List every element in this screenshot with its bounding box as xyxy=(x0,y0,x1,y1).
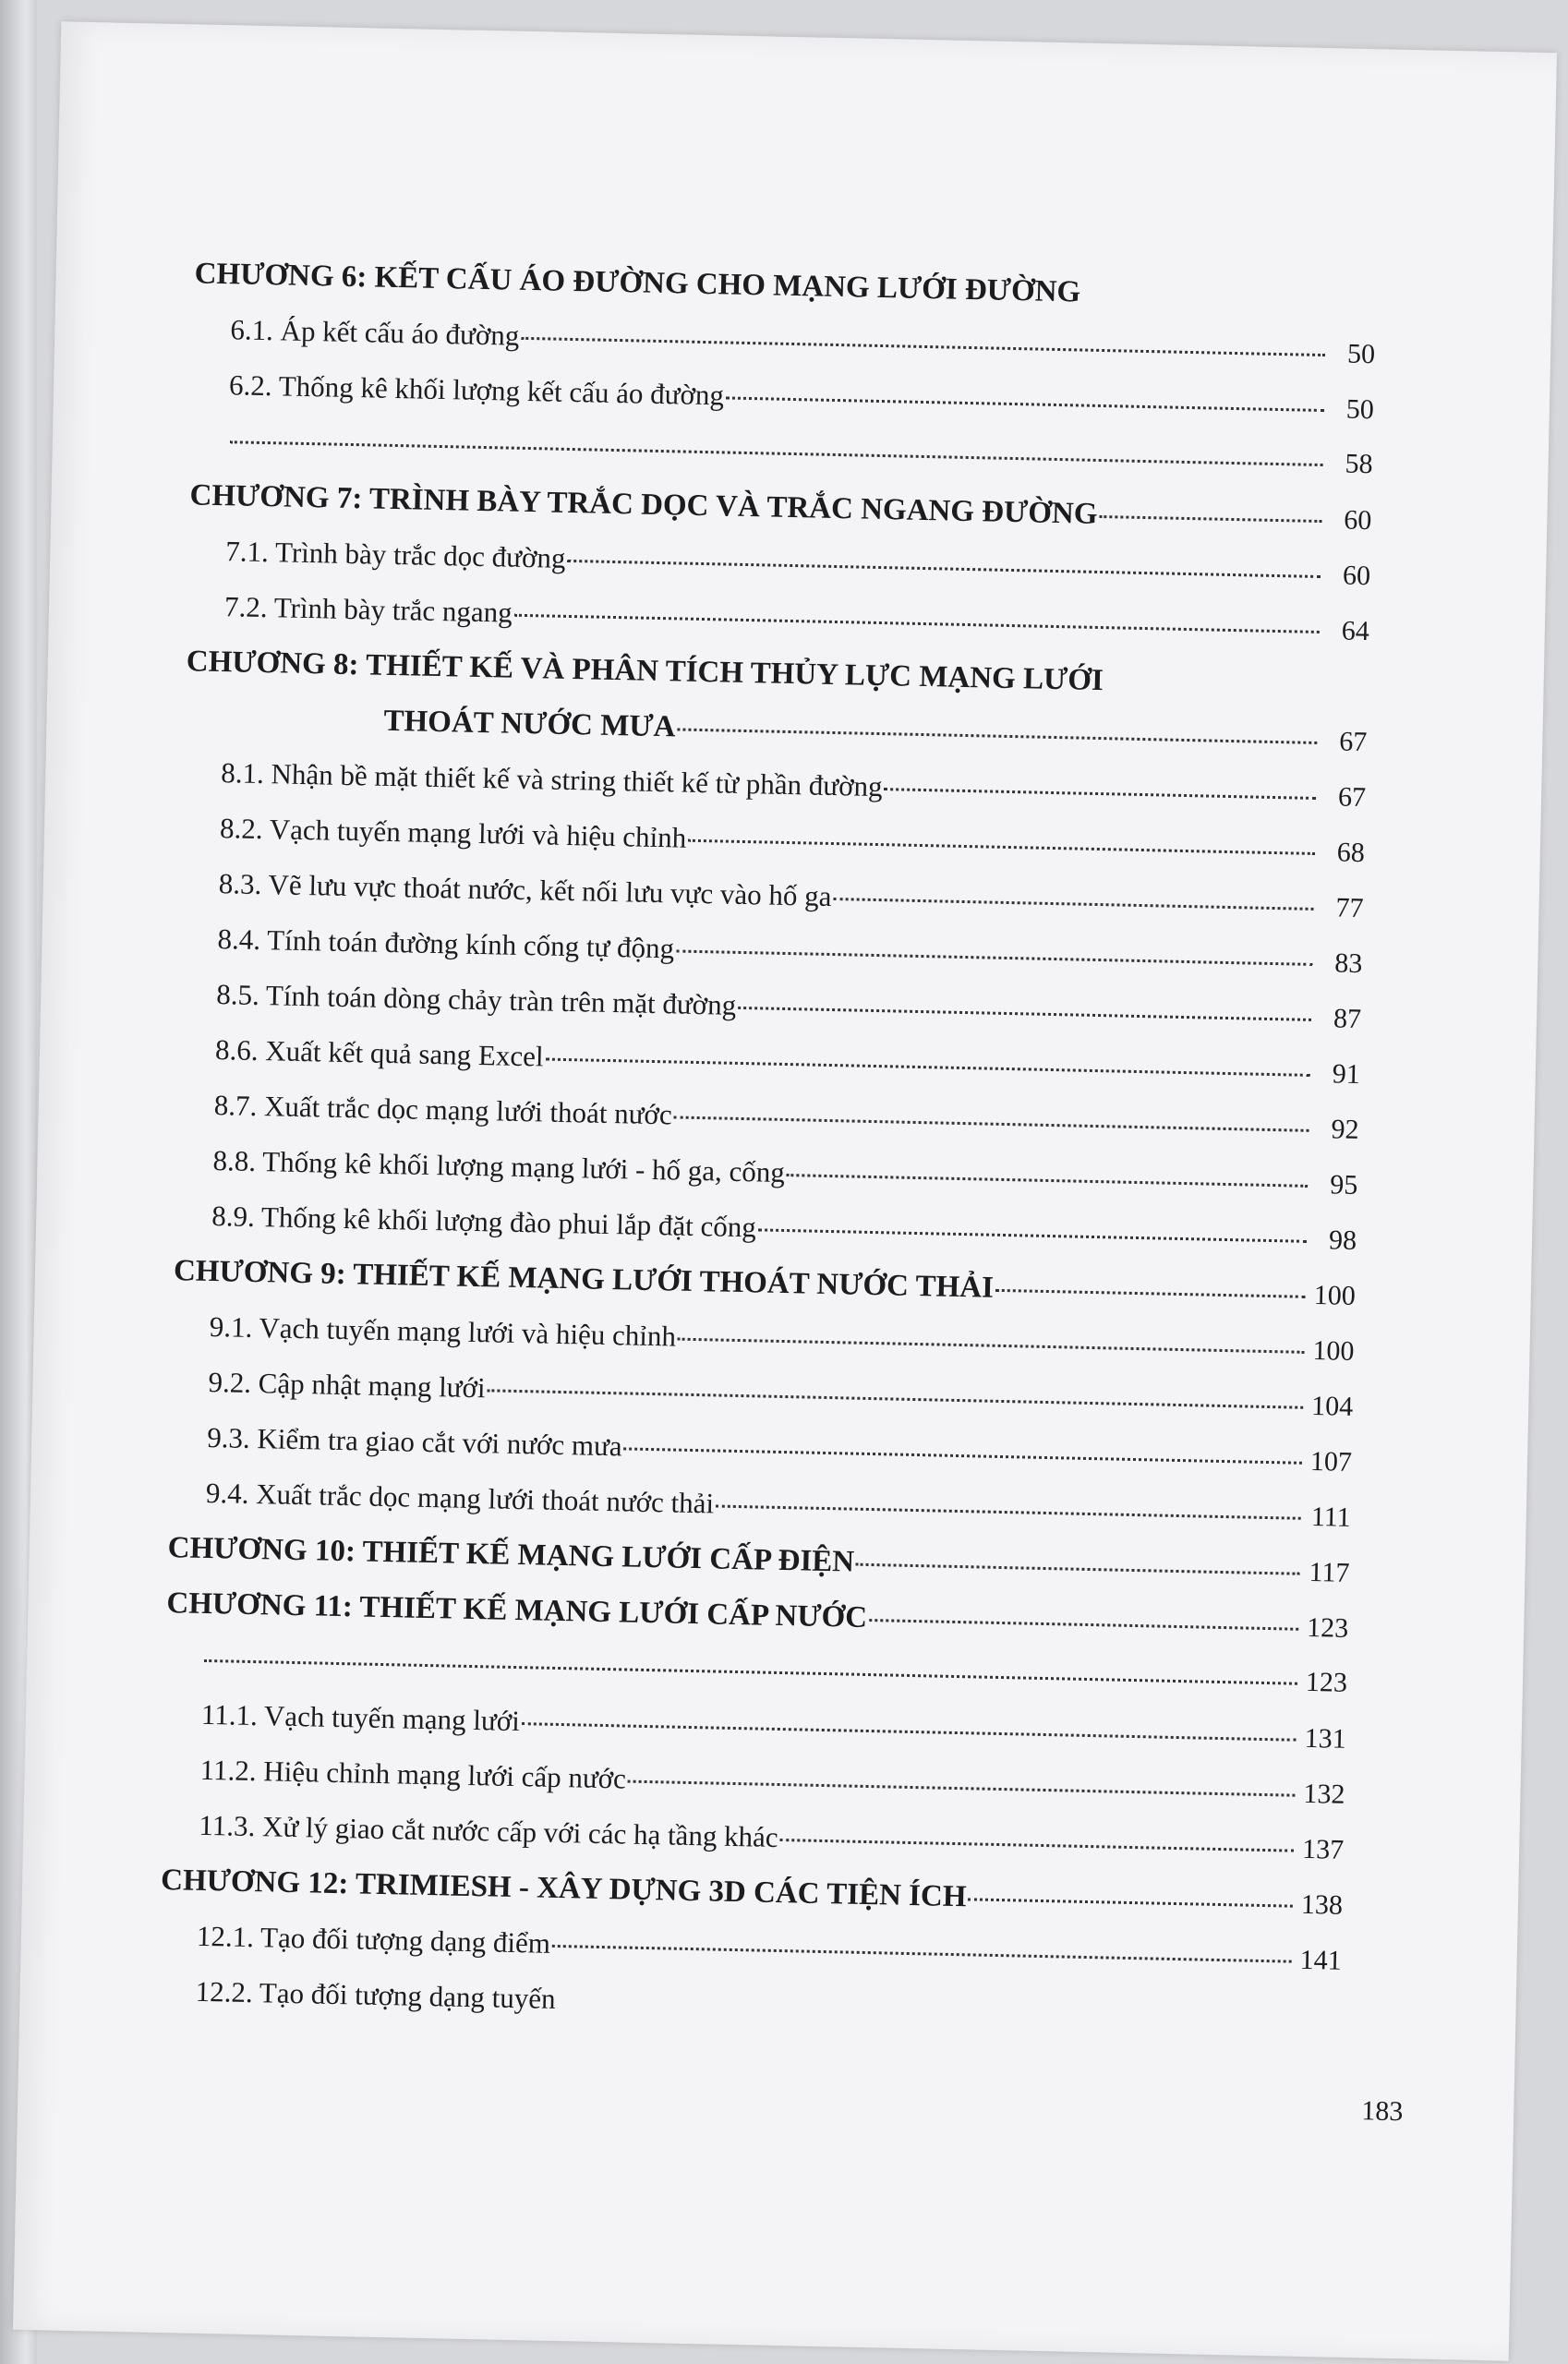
toc-dot-leader xyxy=(869,1619,1298,1631)
toc-dot-leader xyxy=(567,560,1321,578)
toc-entry-page-number: 91 xyxy=(1332,1058,1361,1091)
toc-entry-title: CHƯƠNG 10: THIẾT KẾ MẠNG LƯỚI CẤP ĐIỆN xyxy=(167,1531,855,1579)
toc-dot-leader xyxy=(758,1228,1307,1242)
toc-dot-leader xyxy=(677,728,1317,744)
toc-entry-page-number: 77 xyxy=(1335,892,1364,924)
toc-dot-leader xyxy=(968,1898,1293,1907)
toc-entry-page-number: 137 xyxy=(1301,1833,1345,1865)
toc-entry-page-number: 83 xyxy=(1333,947,1363,980)
toc-entry-title: 9.2. Cập nhật mạng lưới xyxy=(208,1365,486,1405)
toc-entry-page-number: 50 xyxy=(1345,393,1375,426)
toc-dot-leader xyxy=(833,898,1313,911)
toc-entry-title: 9.4. Xuất trắc dọc mạng lưới thoát nước thải xyxy=(205,1476,715,1520)
toc-dot-leader xyxy=(676,949,1312,965)
toc-dot-leader xyxy=(487,1389,1303,1409)
toc-entry-title: THOÁT NƯỚC MƯA xyxy=(383,704,676,744)
toc-entry-page-number: 111 xyxy=(1310,1502,1352,1533)
toc-entry-page-number: 64 xyxy=(1341,615,1370,647)
toc-entry-title: 11.1. Vạch tuyến mạng lưới xyxy=(200,1697,521,1738)
toc-entry-title: 6.1. Áp kết cấu áo đường xyxy=(230,313,520,352)
toc-entry-page-number: 141 xyxy=(1299,1944,1343,1976)
toc-entry-title: CHƯƠNG 12: TRIMIESH - XÂY DỰNG 3D CÁC TIỆN ÍCH xyxy=(160,1863,967,1914)
toc-entry-title: 12.1. Tạo đối tượng dạng điểm xyxy=(196,1919,551,1960)
toc-entry-title: 8.8. Thống kê khối lượng mạng lưới - hố ga, cống xyxy=(212,1144,786,1188)
toc-entry-page-number: 123 xyxy=(1306,1611,1349,1644)
toc-dot-leader xyxy=(522,1722,1297,1742)
toc-entry-title: 8.5. Tính toán dòng chảy tràn trên mặt đường xyxy=(215,978,737,1021)
toc-entry-title: CHƯƠNG 9: THIẾT KẾ MẠNG LƯỚI THOÁT NƯỚC THẢI xyxy=(173,1254,995,1305)
toc-entry-page-number: 100 xyxy=(1312,1335,1355,1367)
toc-entry-title: 7.2. Trình bày trắc ngang xyxy=(223,590,513,629)
toc-entry-page-number: 67 xyxy=(1337,781,1367,814)
toc-dot-leader xyxy=(1099,515,1321,523)
toc-dot-leader xyxy=(557,2003,1290,2019)
toc-entry-title: 12.2. Tạo đối tượng dạng tuyến xyxy=(195,1974,556,2015)
toc-entry-page-number: 87 xyxy=(1333,1003,1362,1035)
toc-entry-page-number: 68 xyxy=(1336,837,1366,869)
toc-entry-title: 11.2. Hiệu chỉnh mạng lưới cấp nước xyxy=(199,1753,627,1795)
toc-dot-leader xyxy=(738,1007,1311,1021)
toc-entry-title: 8.4. Tính toán đường kính cống tự động xyxy=(217,923,675,965)
toc-entry-page-number: 138 xyxy=(1300,1888,1344,1921)
toc-entry-title: 9.3. Kiểm tra giao cắt với nước mưa xyxy=(206,1420,623,1463)
toc-dot-leader xyxy=(787,1174,1308,1188)
toc-dot-leader xyxy=(678,1338,1305,1354)
toc-entry-page-number: 104 xyxy=(1310,1390,1354,1422)
toc-dot-leader xyxy=(716,1505,1301,1520)
toc-dot-leader xyxy=(856,1563,1299,1575)
toc-entry-title: 8.3. Vẽ lưu vực thoát nước, kết nối lưu vực vào hố ga xyxy=(218,867,832,912)
toc-dot-leader xyxy=(204,1659,1297,1685)
toc-entry-page-number: 107 xyxy=(1309,1445,1353,1478)
toc-dot-leader xyxy=(230,440,1323,466)
toc-dot-leader xyxy=(624,1447,1302,1464)
toc-entry-page-number xyxy=(1321,694,1368,695)
toc-entry-page-number: 117 xyxy=(1309,1556,1350,1588)
toc-entry-title: 9.1. Vạch tuyến mạng lưới và hiệu chỉnh xyxy=(209,1309,677,1353)
toc-entry-page-number: 95 xyxy=(1329,1169,1358,1200)
toc-entry-title: 8.6. Xuất kết quả sang Excel xyxy=(214,1033,544,1073)
toc-entry-title: CHƯƠNG 11: THIẾT KẾ MẠNG LƯỚI CẤP NƯỚC xyxy=(166,1586,868,1634)
toc-entry-page-number: 67 xyxy=(1338,726,1368,758)
toc-entry-page-number: 100 xyxy=(1313,1280,1357,1311)
toc-dot-leader xyxy=(995,1289,1306,1298)
toc-entry-page-number: 60 xyxy=(1344,504,1372,537)
toc-dot-leader xyxy=(545,1058,1309,1077)
toc-dot-leader xyxy=(780,1839,1295,1852)
toc-entry-page-number: 58 xyxy=(1345,448,1373,480)
toc-entry-title: CHƯƠNG 6: KẾT CẤU ÁO ĐƯỜNG CHO MẠNG LƯỚI ĐƯỜNG xyxy=(194,257,1081,309)
toc-entry-page-number: 60 xyxy=(1342,560,1371,592)
toc-entry-title: CHƯƠNG 8: THIẾT KẾ VÀ PHÂN TÍCH THỦY LỰC MẠNG LƯỚI xyxy=(186,645,1104,698)
toc-dot-leader xyxy=(628,1780,1296,1797)
toc-entry-page-number xyxy=(1294,2024,1340,2025)
toc-entry-page-number xyxy=(1330,307,1376,308)
toc-entry-title: 6.2. Thống kê khối lượng kết cấu áo đường xyxy=(228,368,725,412)
toc-dot-leader xyxy=(552,1945,1292,1963)
toc-entry-title: 8.1. Nhận bề mặt thiết kế và string thiết kế từ phần đường xyxy=(220,756,883,803)
page-number: 183 xyxy=(1360,2095,1404,2128)
toc-entry-title: CHƯƠNG 7: TRÌNH BÀY TRẮC DỌC VÀ TRẮC NGANG ĐƯỜNG xyxy=(189,478,1098,531)
toc-entry-title: 11.3. Xử lý giao cắt nước cấp với các hạ tầng khác xyxy=(199,1808,779,1853)
toc-entry-title: 7.1. Trình bày trắc dọc đường xyxy=(225,535,566,574)
toc-entry-page-number: 50 xyxy=(1346,338,1376,370)
toc-dot-leader xyxy=(674,1116,1309,1131)
toc-entry-title: 8.7. Xuất trắc dọc mạng lưới thoát nước xyxy=(213,1089,673,1131)
toc-dot-leader xyxy=(884,788,1316,800)
toc-dot-leader xyxy=(688,839,1315,855)
toc-dot-leader xyxy=(514,614,1320,633)
toc-dot-leader xyxy=(1105,684,1319,689)
toc-dot-leader xyxy=(521,337,1325,356)
toc-entry-title: 8.9. Thống kê khối lượng đào phui lắp đặt cống xyxy=(211,1200,757,1244)
toc-entry-title: 8.2. Vạch tuyến mạng lưới và hiệu chỉnh xyxy=(219,812,687,854)
toc-entry-page-number: 98 xyxy=(1328,1224,1357,1256)
toc-entry-page-number: 123 xyxy=(1305,1666,1348,1698)
toc-entry-page-number: 132 xyxy=(1303,1778,1345,1810)
book-page xyxy=(13,21,1557,2360)
table-of-contents xyxy=(158,246,1377,2043)
toc-dot-leader xyxy=(726,396,1324,412)
toc-dot-leader xyxy=(1082,296,1326,302)
toc-entry-page-number: 131 xyxy=(1304,1722,1347,1755)
toc-entry-page-number: 92 xyxy=(1331,1114,1359,1145)
